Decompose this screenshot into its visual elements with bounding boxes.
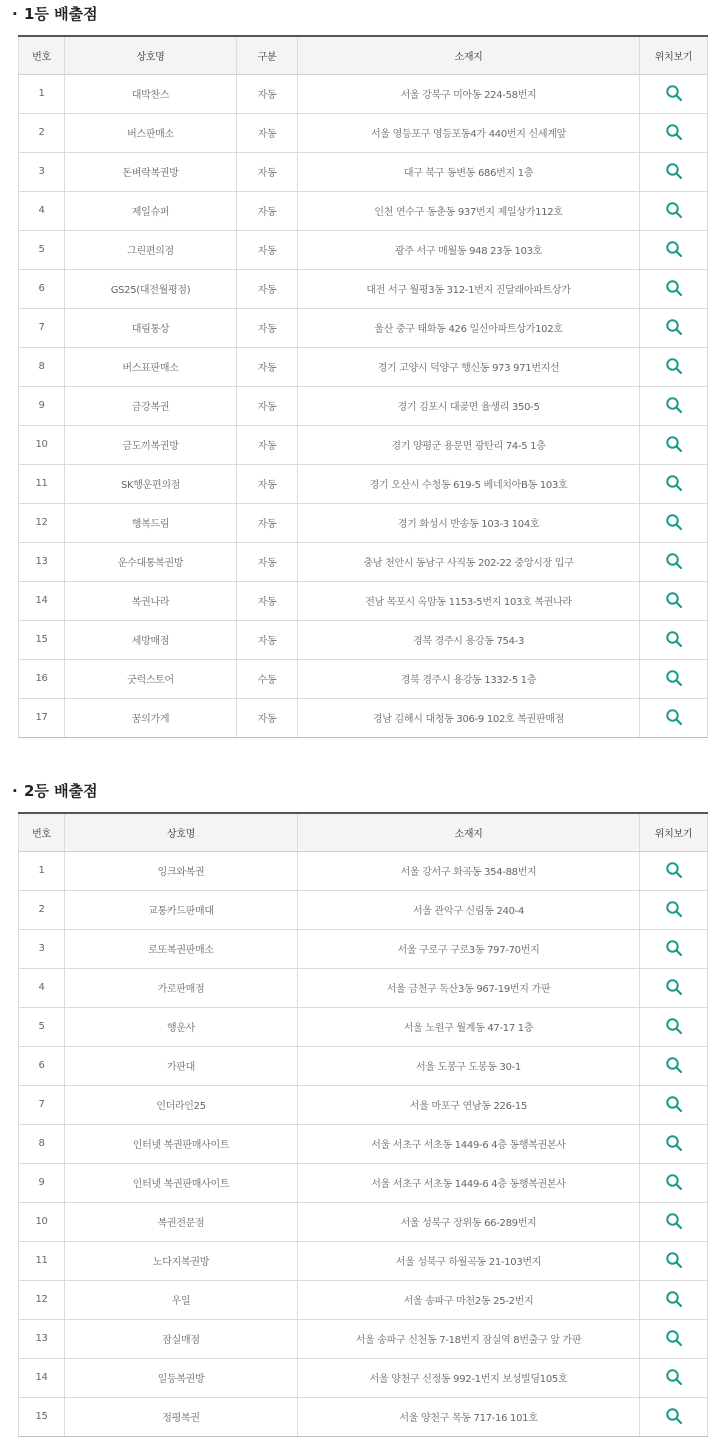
- cell-type: 자동: [237, 269, 298, 308]
- cell-name: 로또복권판매소: [65, 929, 298, 968]
- table-row: [19, 1007, 708, 1046]
- cell-location: [640, 74, 708, 113]
- location-view-button[interactable]: [663, 1249, 685, 1271]
- cell-no: 3: [19, 929, 65, 968]
- cell-name: 금도끼복권방: [65, 425, 237, 464]
- cell-name: 행복드림: [65, 503, 237, 542]
- cell-type: 자동: [237, 191, 298, 230]
- cell-location: [640, 1280, 708, 1319]
- location-view-button[interactable]: [663, 1093, 685, 1115]
- table-row: [19, 1319, 708, 1358]
- header-address: 소재지: [298, 813, 640, 851]
- cell-location: [640, 851, 708, 890]
- search-icon: [665, 1290, 683, 1308]
- cell-address: 서울 송파구 마천2동 25-2번지: [298, 1280, 640, 1319]
- cell-location: [640, 464, 708, 503]
- cell-location: [640, 113, 708, 152]
- cell-address: 서울 서초구 서초동 1449-6 4층 동행복권본사: [298, 1124, 640, 1163]
- cell-location: [640, 1319, 708, 1358]
- cell-address: 충남 천안시 동남구 사직동 202-22 중앙시장 입구: [298, 542, 640, 581]
- cell-location: [640, 698, 708, 737]
- cell-no: 17: [19, 698, 65, 737]
- cell-name: 가판대: [65, 1046, 298, 1085]
- cell-no: 11: [19, 464, 65, 503]
- search-icon: [665, 900, 683, 918]
- table-row: [19, 152, 708, 191]
- cell-address: 서울 성북구 하월곡동 21-103번지: [298, 1241, 640, 1280]
- search-icon: [665, 513, 683, 531]
- cell-location: [640, 1124, 708, 1163]
- search-icon: [665, 123, 683, 141]
- cell-address: 서울 성북구 장위동 66-289번지: [298, 1202, 640, 1241]
- cell-location: [640, 1007, 708, 1046]
- search-icon: [665, 669, 683, 687]
- cell-no: 12: [19, 503, 65, 542]
- cell-address: 서울 송파구 신천동 7-18번지 잠실역 8번출구 앞 가판: [298, 1319, 640, 1358]
- location-view-button[interactable]: [663, 511, 685, 533]
- cell-type: 자동: [237, 347, 298, 386]
- cell-name: 제일슈퍼: [65, 191, 237, 230]
- cell-name: 복권전문점: [65, 1202, 298, 1241]
- cell-location: [640, 1202, 708, 1241]
- cell-type: 자동: [237, 542, 298, 581]
- cell-no: 15: [19, 620, 65, 659]
- cell-location: [640, 890, 708, 929]
- table-row: [19, 503, 708, 542]
- location-view-button[interactable]: [663, 859, 685, 881]
- table-row: [19, 230, 708, 269]
- cell-no: 11: [19, 1241, 65, 1280]
- location-view-button[interactable]: [663, 898, 685, 920]
- cell-no: 5: [19, 230, 65, 269]
- table-row: [19, 620, 708, 659]
- table-row: [19, 1085, 708, 1124]
- location-view-button[interactable]: [663, 976, 685, 998]
- cell-type: 자동: [237, 425, 298, 464]
- table-row: [19, 698, 708, 737]
- cell-address: 울산 중구 태화동 426 일신아파트상가102호: [298, 308, 640, 347]
- cell-location: [640, 1163, 708, 1202]
- location-view-button[interactable]: [663, 1288, 685, 1310]
- cell-address: 대구 북구 동변동 686번지 1층: [298, 152, 640, 191]
- table-row: [19, 1358, 708, 1397]
- cell-no: 14: [19, 581, 65, 620]
- cell-name: 교통카드판매대: [65, 890, 298, 929]
- cell-no: 16: [19, 659, 65, 698]
- cell-no: 14: [19, 1358, 65, 1397]
- search-icon: [665, 1134, 683, 1152]
- table-row: [19, 1241, 708, 1280]
- first-prize-table: [18, 35, 708, 738]
- cell-address: 광주 서구 매월동 948 23동 103호: [298, 230, 640, 269]
- cell-address: 경북 경주시 용강동 754-3: [298, 620, 640, 659]
- cell-location: [640, 968, 708, 1007]
- cell-location: [640, 503, 708, 542]
- location-view-button[interactable]: [663, 1366, 685, 1388]
- search-icon: [665, 240, 683, 258]
- search-icon: [665, 396, 683, 414]
- cell-no: 7: [19, 308, 65, 347]
- location-view-button[interactable]: [663, 667, 685, 689]
- cell-location: [640, 929, 708, 968]
- cell-address: 경기 양평군 용문면 광탄리 74-5 1층: [298, 425, 640, 464]
- search-icon: [665, 708, 683, 726]
- location-view-button[interactable]: [663, 589, 685, 611]
- cell-location: [640, 425, 708, 464]
- search-icon: [665, 474, 683, 492]
- cell-name: 노다지복권방: [65, 1241, 298, 1280]
- search-icon: [665, 630, 683, 648]
- search-icon: [665, 552, 683, 570]
- location-view-button[interactable]: [663, 706, 685, 728]
- table-row: [19, 1124, 708, 1163]
- cell-no: 12: [19, 1280, 65, 1319]
- cell-name: 돈벼락복권방: [65, 152, 237, 191]
- cell-name: 인터넷 복권판매사이트: [65, 1163, 298, 1202]
- cell-address: 경북 경주시 용강동 1332-5 1층: [298, 659, 640, 698]
- table-header-row: [19, 813, 708, 851]
- location-view-button[interactable]: [663, 628, 685, 650]
- cell-type: 자동: [237, 464, 298, 503]
- cell-location: [640, 1046, 708, 1085]
- cell-type: 자동: [237, 503, 298, 542]
- cell-name: 세방매점: [65, 620, 237, 659]
- cell-location: [640, 1085, 708, 1124]
- cell-location: [640, 542, 708, 581]
- location-view-button[interactable]: [663, 238, 685, 260]
- search-icon: [665, 162, 683, 180]
- table-row: [19, 1202, 708, 1241]
- table-row: [19, 191, 708, 230]
- search-icon: [665, 1017, 683, 1035]
- cell-name: 버스판매소: [65, 113, 237, 152]
- cell-location: [640, 1241, 708, 1280]
- cell-name: 인터넷 복권판매사이트: [65, 1124, 298, 1163]
- table-row: [19, 659, 708, 698]
- cell-address: 경남 김해시 대청동 306-9 102호 복권판매점: [298, 698, 640, 737]
- cell-name: 일등복권방: [65, 1358, 298, 1397]
- search-icon: [665, 591, 683, 609]
- cell-no: 5: [19, 1007, 65, 1046]
- second-prize-table: [18, 812, 708, 1437]
- cell-location: [640, 581, 708, 620]
- cell-address: 인천 연수구 동춘동 937번지 제일상가112호: [298, 191, 640, 230]
- cell-type: 자동: [237, 620, 298, 659]
- location-view-button[interactable]: [663, 394, 685, 416]
- search-icon: [665, 435, 683, 453]
- cell-name: 잉크와복권: [65, 851, 298, 890]
- cell-name: 운수대통복권방: [65, 542, 237, 581]
- cell-name: 복권나라: [65, 581, 237, 620]
- location-view-button[interactable]: [663, 433, 685, 455]
- search-icon: [665, 201, 683, 219]
- cell-type: 수동: [237, 659, 298, 698]
- cell-location: [640, 152, 708, 191]
- location-view-button[interactable]: [663, 316, 685, 338]
- cell-address: 서울 관악구 신림동 240-4: [298, 890, 640, 929]
- search-icon: [665, 84, 683, 102]
- cell-name: SK행운편의점: [65, 464, 237, 503]
- search-icon: [665, 1251, 683, 1269]
- cell-location: [640, 659, 708, 698]
- location-view-button[interactable]: [663, 1015, 685, 1037]
- cell-name: 대림통상: [65, 308, 237, 347]
- cell-no: 1: [19, 851, 65, 890]
- cell-name: 가로판매점: [65, 968, 298, 1007]
- header-location: 위치보기: [640, 36, 708, 74]
- table-row: [19, 581, 708, 620]
- table-row: [19, 542, 708, 581]
- cell-location: [640, 308, 708, 347]
- cell-address: 서울 노원구 월계동 47-17 1층: [298, 1007, 640, 1046]
- cell-no: 15: [19, 1397, 65, 1436]
- table-row: [19, 347, 708, 386]
- cell-type: 자동: [237, 74, 298, 113]
- cell-no: 9: [19, 386, 65, 425]
- cell-address: 서울 양천구 목동 717-16 101호: [298, 1397, 640, 1436]
- cell-address: 전남 목포시 옥암동 1153-5번지 103호 복권나라: [298, 581, 640, 620]
- search-icon: [665, 1212, 683, 1230]
- location-view-button[interactable]: [663, 277, 685, 299]
- cell-no: 9: [19, 1163, 65, 1202]
- location-view-button[interactable]: [663, 121, 685, 143]
- cell-type: 자동: [237, 113, 298, 152]
- cell-address: 경기 고양시 덕양구 행신동 973 971번지선: [298, 347, 640, 386]
- cell-address: 경기 화성시 반송동 103-3 104호: [298, 503, 640, 542]
- cell-address: 서울 서초구 서초동 1449-6 4층 동행복권본사: [298, 1163, 640, 1202]
- cell-name: 버스표판매소: [65, 347, 237, 386]
- cell-no: 2: [19, 890, 65, 929]
- location-view-button[interactable]: [663, 1327, 685, 1349]
- search-icon: [665, 939, 683, 957]
- header-no: 번호: [19, 813, 65, 851]
- cell-location: [640, 191, 708, 230]
- search-icon: [665, 1368, 683, 1386]
- cell-name: 인더라인25: [65, 1085, 298, 1124]
- cell-name: 굿럭스토어: [65, 659, 237, 698]
- location-view-button[interactable]: [663, 82, 685, 104]
- table-row: [19, 929, 708, 968]
- cell-location: [640, 620, 708, 659]
- location-view-button[interactable]: [663, 937, 685, 959]
- header-type: 구분: [237, 36, 298, 74]
- search-icon: [665, 1095, 683, 1113]
- cell-location: [640, 1397, 708, 1436]
- header-name: 상호명: [65, 36, 237, 74]
- cell-address: 서울 마포구 연남동 226-15: [298, 1085, 640, 1124]
- cell-no: 4: [19, 968, 65, 1007]
- cell-no: 8: [19, 347, 65, 386]
- cell-address: 서울 구로구 구로3동 797-70번지: [298, 929, 640, 968]
- table-row: [19, 269, 708, 308]
- cell-name: 정평복권: [65, 1397, 298, 1436]
- cell-address: 서울 강서구 화곡동 354-88번지: [298, 851, 640, 890]
- cell-no: 7: [19, 1085, 65, 1124]
- bullet-dot: ·: [12, 782, 18, 800]
- search-icon: [665, 861, 683, 879]
- location-view-button[interactable]: [663, 355, 685, 377]
- header-name: 상호명: [65, 813, 298, 851]
- table-row: [19, 386, 708, 425]
- location-view-button[interactable]: [663, 472, 685, 494]
- cell-no: 4: [19, 191, 65, 230]
- cell-no: 10: [19, 425, 65, 464]
- section-title-second-prize: [12, 779, 98, 803]
- section-title-first-prize: [12, 2, 98, 26]
- cell-type: 자동: [237, 308, 298, 347]
- cell-location: [640, 230, 708, 269]
- cell-address: 경기 김포시 대곶면 율생리 350-5: [298, 386, 640, 425]
- cell-name: 우일: [65, 1280, 298, 1319]
- cell-address: 경기 오산시 수청동 619-5 베네치아B동 103호: [298, 464, 640, 503]
- cell-address: 서울 강북구 미아동 224-58번지: [298, 74, 640, 113]
- cell-name: 꿈의가게: [65, 698, 237, 737]
- cell-address: 서울 도봉구 도봉동 30-1: [298, 1046, 640, 1085]
- location-view-button[interactable]: [663, 1210, 685, 1232]
- location-view-button[interactable]: [663, 1054, 685, 1076]
- cell-address: 서울 영등포구 영등포동4가 440번지 신세계앞: [298, 113, 640, 152]
- cell-type: 자동: [237, 698, 298, 737]
- cell-no: 6: [19, 269, 65, 308]
- header-address: 소재지: [298, 36, 640, 74]
- bullet-dot: ·: [12, 5, 18, 23]
- search-icon: [665, 1329, 683, 1347]
- table-row: [19, 968, 708, 1007]
- cell-no: 2: [19, 113, 65, 152]
- table-row: [19, 308, 708, 347]
- cell-address: 서울 양천구 신정동 992-1번지 보성빌딩105호: [298, 1358, 640, 1397]
- table-row: [19, 74, 708, 113]
- cell-name: 대박찬스: [65, 74, 237, 113]
- search-icon: [665, 318, 683, 336]
- cell-location: [640, 269, 708, 308]
- cell-no: 1: [19, 74, 65, 113]
- table-row: [19, 1397, 708, 1436]
- cell-address: 서울 금천구 독산3동 967-19번지 가판: [298, 968, 640, 1007]
- table-header-row: [19, 36, 708, 74]
- location-view-button[interactable]: [663, 1132, 685, 1154]
- location-view-button[interactable]: [663, 160, 685, 182]
- search-icon: [665, 279, 683, 297]
- search-icon: [665, 1173, 683, 1191]
- cell-no: 13: [19, 1319, 65, 1358]
- location-view-button[interactable]: [663, 199, 685, 221]
- table-row: [19, 890, 708, 929]
- cell-type: 자동: [237, 152, 298, 191]
- header-location: 위치보기: [640, 813, 708, 851]
- cell-no: 13: [19, 542, 65, 581]
- cell-no: 6: [19, 1046, 65, 1085]
- cell-type: 자동: [237, 581, 298, 620]
- cell-no: 3: [19, 152, 65, 191]
- cell-name: 금강복권: [65, 386, 237, 425]
- cell-location: [640, 386, 708, 425]
- section-title-text: 1등 배출점: [24, 5, 98, 23]
- location-view-button[interactable]: [663, 1171, 685, 1193]
- section-title-text: 2등 배출점: [24, 782, 98, 800]
- cell-location: [640, 1358, 708, 1397]
- cell-address: 대전 서구 월평3동 312-1번지 진달래아파트상가: [298, 269, 640, 308]
- cell-name: GS25(대전월평점): [65, 269, 237, 308]
- search-icon: [665, 357, 683, 375]
- search-icon: [665, 1056, 683, 1074]
- header-no: 번호: [19, 36, 65, 74]
- location-view-button[interactable]: [663, 1405, 685, 1427]
- cell-name: 그린편의점: [65, 230, 237, 269]
- cell-type: 자동: [237, 386, 298, 425]
- cell-name: 행운사: [65, 1007, 298, 1046]
- cell-no: 10: [19, 1202, 65, 1241]
- table-row: [19, 113, 708, 152]
- table-row: [19, 425, 708, 464]
- table-row: [19, 1280, 708, 1319]
- table-row: [19, 1163, 708, 1202]
- cell-no: 8: [19, 1124, 65, 1163]
- search-icon: [665, 1407, 683, 1425]
- search-icon: [665, 978, 683, 996]
- location-view-button[interactable]: [663, 550, 685, 572]
- table-row: [19, 1046, 708, 1085]
- cell-type: 자동: [237, 230, 298, 269]
- table-row: [19, 851, 708, 890]
- cell-name: 잠실매점: [65, 1319, 298, 1358]
- table-row: [19, 464, 708, 503]
- cell-location: [640, 347, 708, 386]
